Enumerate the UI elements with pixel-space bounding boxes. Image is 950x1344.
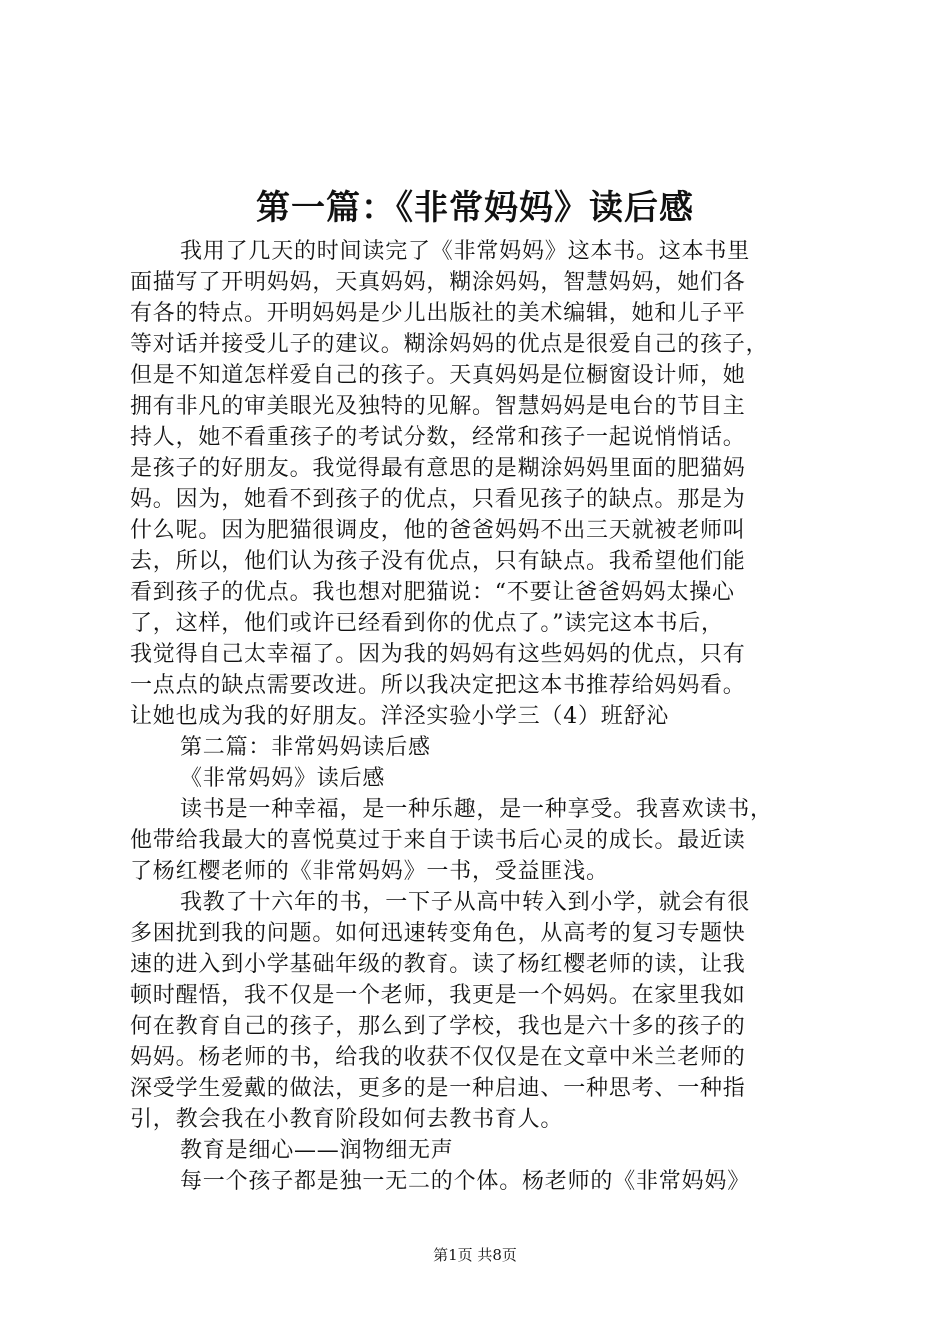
- text-line: 是孩子的好朋友。我觉得最有意思的是糊涂妈妈里面的肥猫妈: [130, 456, 746, 481]
- text-line: 何在教育自己的孩子，那么到了学校，我也是六十多的孩子的: [130, 1014, 746, 1039]
- text-line: 他带给我最大的喜悦莫过于来自于读书后心灵的成长。最近读: [130, 828, 746, 853]
- page-footer: 第1页 共8页: [433, 1246, 517, 1264]
- document-body: [130, 236, 835, 1197]
- subheading: 《非常妈妈》读后感: [180, 766, 386, 791]
- text-line: 持人，她不看重孩子的考试分数，经常和孩子一起说悄悄话。: [130, 425, 746, 450]
- text-line: 引，教会我在小教育阶段如何去教书育人。: [130, 1107, 564, 1132]
- text-line: 让她也成为我的好朋友。洋泾实验小学三（4）班舒沁: [130, 704, 670, 729]
- text-line: 我教了十六年的书，一下子从高中转入到小学，就会有很: [180, 890, 751, 915]
- text-line: 深受学生爱戴的做法，更多的是一种启迪、一种思考、一种指: [130, 1076, 746, 1101]
- text-line: 但是不知道怎样爱自己的孩子。天真妈妈是位橱窗设计师，她: [130, 363, 746, 388]
- text-line: 一点点的缺点需要改进。所以我决定把这本书推荐给妈妈看。: [130, 673, 746, 698]
- text-line: 妈。因为，她看不到孩子的优点，只看见孩子的缺点。那是为: [130, 487, 746, 512]
- text-line: 我用了几天的时间读完了《非常妈妈》这本书。这本书里: [180, 239, 751, 264]
- text-line: 了杨红樱老师的《非常妈妈》一书，受益匪浅。: [130, 859, 609, 884]
- text-line: 速的进入到小学基础年级的教育。读了杨红樱老师的读，让我: [130, 952, 746, 977]
- text-line: 我觉得自己太幸福了。因为我的妈妈有这些妈妈的优点，只有: [130, 642, 746, 667]
- text-line: 读书是一种幸福，是一种乐趣，是一种享受。我喜欢读书，: [180, 797, 773, 822]
- text-line: 面描写了开明妈妈，天真妈妈，糊涂妈妈，智慧妈妈，她们各: [130, 270, 746, 295]
- text-line: 多困扰到我的问题。如何迅速转变角色，从高考的复习专题快: [130, 921, 746, 946]
- text-line: 每一个孩子都是独一无二的个体。杨老师的《非常妈妈》: [180, 1169, 751, 1194]
- text-line: 什么呢。因为肥猫很调皮，他的爸爸妈妈不出三天就被老师叫: [130, 518, 746, 543]
- text-line: 拥有非凡的审美眼光及独特的见解。智慧妈妈是电台的节目主: [130, 394, 746, 419]
- subheading: 教育是细心——润物细无声: [180, 1138, 454, 1163]
- text-line: 顿时醒悟，我不仅是一个老师，我更是一个妈妈。在家里我如: [130, 983, 746, 1008]
- text-line: 了，这样，他们或许已经看到你的优点了。”读完这本书后，: [130, 611, 724, 636]
- text-line: 等对话并接受儿子的建议。糊涂妈妈的优点是很爱自己的孩子，: [130, 332, 769, 357]
- text-line: 有各的特点。开明妈妈是少儿出版社的美术编辑，她和儿子平: [130, 301, 746, 326]
- document-title: 第一篇：《非常妈妈》读后感: [256, 188, 694, 228]
- text-line: 去，所以，他们认为孩子没有优点，只有缺点。我希望他们能: [130, 549, 746, 574]
- text-line: 看到孩子的优点。我也想对肥猫说：“不要让爸爸妈妈太操心: [130, 580, 735, 605]
- section-heading: 第二篇：非常妈妈读后感: [180, 735, 431, 760]
- text-line: 妈妈。杨老师的书，给我的收获不仅仅是在文章中米兰老师的: [130, 1045, 746, 1070]
